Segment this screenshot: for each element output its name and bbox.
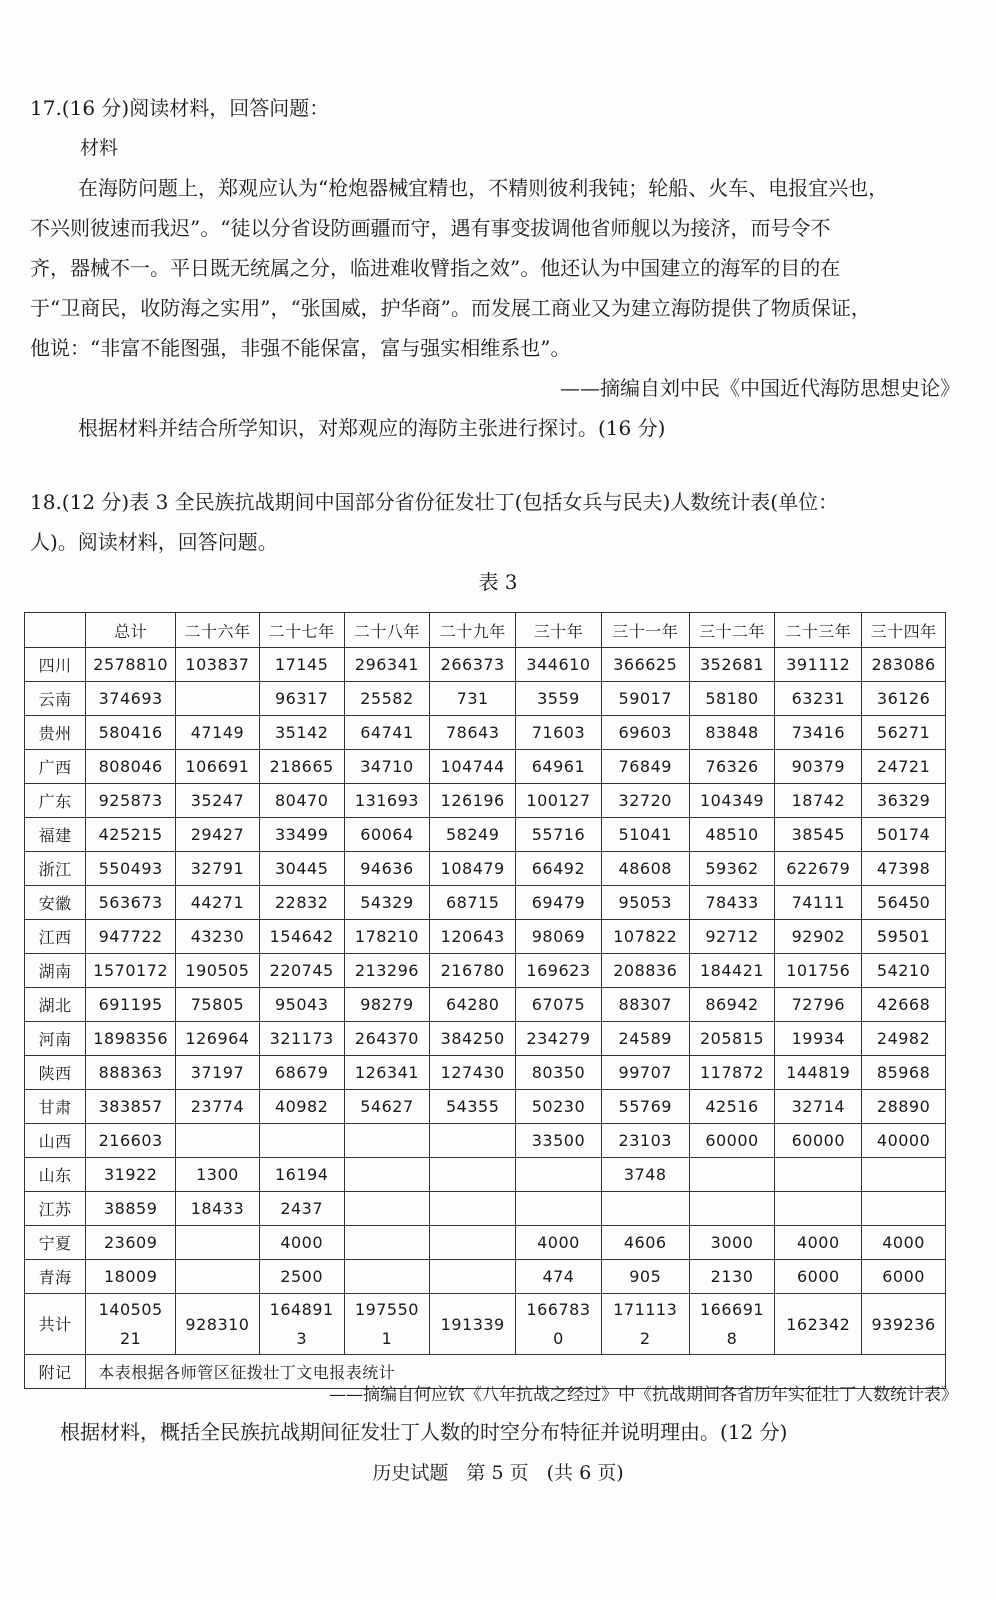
table-row (25, 1226, 946, 1260)
column-header: 二十三年 (775, 613, 862, 648)
table-cell (176, 1226, 260, 1260)
province-cell: 贵州 (25, 716, 86, 750)
table-cell: 40982 (259, 1090, 344, 1124)
table-cell: 550493 (86, 852, 176, 886)
province-cell: 陕西 (25, 1056, 86, 1090)
province-cell: 宁夏 (25, 1226, 86, 1260)
total-cell (259, 1294, 344, 1355)
table-cell: 68679 (259, 1056, 344, 1090)
table-row (25, 886, 946, 920)
total-cell-line: 166691 (699, 1300, 765, 1319)
table-cell (689, 1192, 775, 1226)
table-cell: 32791 (176, 852, 260, 886)
table-cell: 47398 (862, 852, 946, 886)
table-cell: 30445 (259, 852, 344, 886)
table-row (25, 1022, 946, 1056)
table-cell: 127430 (430, 1056, 516, 1090)
table-cell: 101756 (775, 954, 862, 988)
province-cell: 广东 (25, 784, 86, 818)
q18-task: 根据材料，概括全民族抗战期间征发壮丁人数的时空分布特征并说明理由。(12 分) (60, 1420, 788, 1444)
total-cell-line: 928310 (185, 1314, 250, 1334)
table-cell (775, 1158, 862, 1192)
table-cell (176, 1260, 260, 1294)
table-cell: 56271 (862, 716, 946, 750)
table-cell: 66492 (516, 852, 602, 886)
table-cell: 33500 (516, 1124, 602, 1158)
table-cell: 474 (516, 1260, 602, 1294)
table-cell: 691195 (86, 988, 176, 1022)
table-cell: 190505 (176, 954, 260, 988)
table-cell: 24589 (601, 1022, 689, 1056)
table-cell: 218665 (259, 750, 344, 784)
table-cell: 808046 (86, 750, 176, 784)
table-cell: 80350 (516, 1056, 602, 1090)
table-cell: 100127 (516, 784, 602, 818)
table-cell: 54210 (862, 954, 946, 988)
table-cell: 1570172 (86, 954, 176, 988)
table-cell: 107822 (601, 920, 689, 954)
total-cell-line: 939236 (871, 1314, 936, 1334)
table-cell (516, 1158, 602, 1192)
column-header (25, 613, 86, 648)
table-row (25, 648, 946, 682)
table-cell: 234279 (516, 1022, 602, 1056)
table-cell: 6000 (862, 1260, 946, 1294)
table-cell: 83848 (689, 716, 775, 750)
table-cell: 60000 (689, 1124, 775, 1158)
table-cell: 75805 (176, 988, 260, 1022)
total-cell (430, 1294, 516, 1355)
table-cell: 36126 (862, 682, 946, 716)
table-cell: 2437 (259, 1192, 344, 1226)
table-cell: 126196 (430, 784, 516, 818)
table-cell: 40000 (862, 1124, 946, 1158)
table-cell: 905 (601, 1260, 689, 1294)
table-cell: 3559 (516, 682, 602, 716)
table-row (25, 1192, 946, 1226)
table-cell: 29427 (176, 818, 260, 852)
table-cell: 73416 (775, 716, 862, 750)
table-cell: 106691 (176, 750, 260, 784)
table-cell: 16194 (259, 1158, 344, 1192)
conscription-table (24, 612, 946, 1389)
total-cell (344, 1294, 430, 1355)
total-cell-line: 164891 (269, 1300, 334, 1319)
table-cell: 1898356 (86, 1022, 176, 1056)
table-cell: 80470 (259, 784, 344, 818)
table-cell: 28890 (862, 1090, 946, 1124)
table-cell: 383857 (86, 1090, 176, 1124)
table-cell: 108479 (430, 852, 516, 886)
table-cell: 50230 (516, 1090, 602, 1124)
table-cell: 48608 (601, 852, 689, 886)
table-cell: 391112 (775, 648, 862, 682)
table-cell: 321173 (259, 1022, 344, 1056)
province-cell: 福建 (25, 818, 86, 852)
table-cell: 92712 (689, 920, 775, 954)
table-cell: 4606 (601, 1226, 689, 1260)
table-cell: 205815 (689, 1022, 775, 1056)
table-cell: 374693 (86, 682, 176, 716)
table-cell: 36329 (862, 784, 946, 818)
table-cell: 78643 (430, 716, 516, 750)
table-cell: 23609 (86, 1226, 176, 1260)
table-cell: 17145 (259, 648, 344, 682)
table-row (25, 750, 946, 784)
table-cell: 47149 (176, 716, 260, 750)
total-cell-line: 1 (381, 1329, 393, 1348)
table-cell: 95043 (259, 988, 344, 1022)
total-cell-line: 166783 (526, 1300, 591, 1319)
total-cell-line: 8 (726, 1329, 738, 1348)
table-cell: 283086 (862, 648, 946, 682)
table-cell: 3000 (689, 1226, 775, 1260)
table-cell: 76326 (689, 750, 775, 784)
table-cell (775, 1192, 862, 1226)
table-cell: 213296 (344, 954, 430, 988)
table-cell: 59501 (862, 920, 946, 954)
table-cell: 58249 (430, 818, 516, 852)
table-row (25, 716, 946, 750)
table-cell (430, 1260, 516, 1294)
total-cell-line: 21 (119, 1329, 142, 1348)
table-cell: 98069 (516, 920, 602, 954)
table-cell: 184421 (689, 954, 775, 988)
total-cell-line: 140505 (98, 1300, 163, 1319)
footer-total: (共 6 页) (546, 1462, 624, 1484)
table-cell (344, 1226, 430, 1260)
table-cell: 54329 (344, 886, 430, 920)
table-cell (344, 1124, 430, 1158)
table-cell: 731 (430, 682, 516, 716)
q17-line-4: 于“卫商民，收防海之实用”，“张国威，护华商”。而发展工商业又为建立海防提供了物质保证， (30, 296, 871, 320)
table-cell: 266373 (430, 648, 516, 682)
table-cell: 68715 (430, 886, 516, 920)
table-cell: 86942 (689, 988, 775, 1022)
q18-header-line-1: 18.(12 分)表 3 全民族抗战期间中国部分省份征发壮丁(包括女兵与民夫)人数统计表(单位： (30, 490, 839, 514)
table-cell: 59017 (601, 682, 689, 716)
province-cell: 甘肃 (25, 1090, 86, 1124)
table-cell: 64961 (516, 750, 602, 784)
table-cell: 64280 (430, 988, 516, 1022)
table-cell (176, 1124, 260, 1158)
table-row (25, 988, 946, 1022)
question-18-header (30, 482, 970, 562)
province-cell: 广西 (25, 750, 86, 784)
province-cell: 四川 (25, 648, 86, 682)
table-row (25, 1260, 946, 1294)
table-cell: 3748 (601, 1158, 689, 1192)
province-cell: 江苏 (25, 1192, 86, 1226)
total-cell (601, 1294, 689, 1355)
province-cell: 湖北 (25, 988, 86, 1022)
column-header: 三十一年 (601, 613, 689, 648)
total-cell-line: 171113 (613, 1300, 678, 1319)
table-cell: 60000 (775, 1124, 862, 1158)
table-cell: 99707 (601, 1056, 689, 1090)
table-cell: 18433 (176, 1192, 260, 1226)
q17-task: 根据材料并结合所学知识，对郑观应的海防主张进行探讨。(16 分) (78, 416, 666, 440)
total-cell-line: 197550 (354, 1300, 419, 1319)
q17-line-2: 不兴则彼速而我迟”。“徒以分省设防画疆而守，遇有事变拔调他省师舰以为接济，而号令不 (30, 216, 831, 240)
table-cell: 220745 (259, 954, 344, 988)
table-cell (344, 1192, 430, 1226)
column-header: 三十年 (516, 613, 602, 648)
table-cell: 69603 (601, 716, 689, 750)
table-cell: 51041 (601, 818, 689, 852)
table-cell: 208836 (601, 954, 689, 988)
table-cell: 76849 (601, 750, 689, 784)
table-cell: 59362 (689, 852, 775, 886)
table-cell: 22832 (259, 886, 344, 920)
table-cell: 50174 (862, 818, 946, 852)
table-cell: 32714 (775, 1090, 862, 1124)
table-cell: 425215 (86, 818, 176, 852)
table-cell (430, 1124, 516, 1158)
table-cell: 54355 (430, 1090, 516, 1124)
table-cell: 63231 (775, 682, 862, 716)
province-cell: 河南 (25, 1022, 86, 1056)
table-row (25, 954, 946, 988)
table-cell: 54627 (344, 1090, 430, 1124)
table-cell: 216603 (86, 1124, 176, 1158)
table-cell: 42668 (862, 988, 946, 1022)
table-cell (862, 1192, 946, 1226)
table-cell: 23103 (601, 1124, 689, 1158)
q17-line-1: 在海防问题上，郑观应认为“枪炮器械宜精也，不精则彼利我钝；轮船、火车、电报宜兴也， (78, 176, 889, 200)
table-caption: 表 3 (478, 570, 518, 594)
table-cell: 74111 (775, 886, 862, 920)
q17-header: 17.(16 分)阅读材料，回答问题： (30, 96, 330, 120)
table-cell (862, 1158, 946, 1192)
table-cell: 4000 (775, 1226, 862, 1260)
column-header: 二十八年 (344, 613, 430, 648)
table-cell: 104349 (689, 784, 775, 818)
table-cell: 104744 (430, 750, 516, 784)
table-cell: 126964 (176, 1022, 260, 1056)
table-cell: 216780 (430, 954, 516, 988)
table-cell: 90379 (775, 750, 862, 784)
table-cell: 48510 (689, 818, 775, 852)
province-cell: 山东 (25, 1158, 86, 1192)
q17-source: ——摘编自刘中民《中国近代海防思想史论》 (560, 376, 960, 400)
table-row (25, 1090, 946, 1124)
table-cell: 154642 (259, 920, 344, 954)
table-cell: 103837 (176, 648, 260, 682)
table-cell: 622679 (775, 852, 862, 886)
table-cell (259, 1124, 344, 1158)
table-cell: 144819 (775, 1056, 862, 1090)
table-cell: 96317 (259, 682, 344, 716)
table-cell: 35142 (259, 716, 344, 750)
table-row (25, 1158, 946, 1192)
table-cell: 18742 (775, 784, 862, 818)
table-cell: 264370 (344, 1022, 430, 1056)
table-cell (430, 1158, 516, 1192)
note-text: 本表根据各师管区征拨壮丁文电报表统计 (86, 1355, 946, 1389)
column-header: 总计 (86, 613, 176, 648)
table-cell: 117872 (689, 1056, 775, 1090)
table-cell: 131693 (344, 784, 430, 818)
table-cell: 19934 (775, 1022, 862, 1056)
total-cell (176, 1294, 260, 1355)
table-cell: 178210 (344, 920, 430, 954)
province-cell: 安徽 (25, 886, 86, 920)
total-cell-line: 162342 (786, 1314, 851, 1334)
table-cell: 95053 (601, 886, 689, 920)
table-cell: 2500 (259, 1260, 344, 1294)
total-cell (86, 1294, 176, 1355)
table-cell: 344610 (516, 648, 602, 682)
table-cell: 2578810 (86, 648, 176, 682)
table-cell: 58180 (689, 682, 775, 716)
column-header: 二十六年 (176, 613, 260, 648)
table-cell: 32720 (601, 784, 689, 818)
table-cell (601, 1192, 689, 1226)
table-cell: 43230 (176, 920, 260, 954)
table-cell: 563673 (86, 886, 176, 920)
total-row (25, 1294, 946, 1355)
table-cell: 169623 (516, 954, 602, 988)
table-cell: 31922 (86, 1158, 176, 1192)
table-cell: 78433 (689, 886, 775, 920)
table-row (25, 682, 946, 716)
table-cell: 37197 (176, 1056, 260, 1090)
province-cell: 浙江 (25, 852, 86, 886)
table-cell: 38859 (86, 1192, 176, 1226)
table-row (25, 920, 946, 954)
table-cell: 38545 (775, 818, 862, 852)
table-cell: 55769 (601, 1090, 689, 1124)
table-cell (344, 1158, 430, 1192)
table-cell (176, 682, 260, 716)
question-17 (30, 88, 970, 448)
table-cell: 1300 (176, 1158, 260, 1192)
q17-line-3: 齐，器械不一。平日既无统属之分，临进难收臂指之效”。他还认为中国建立的海军的目的在 (30, 256, 841, 280)
table-cell (430, 1226, 516, 1260)
table-cell: 2130 (689, 1260, 775, 1294)
total-cell-line: 3 (296, 1329, 308, 1348)
table-cell: 4000 (516, 1226, 602, 1260)
total-cell-line: 2 (639, 1329, 651, 1348)
total-cell-line: 191339 (440, 1314, 505, 1334)
table-header-row (25, 613, 946, 648)
footer-subject: 历史试题 (372, 1462, 449, 1484)
table-cell: 925873 (86, 784, 176, 818)
table-row (25, 1124, 946, 1158)
table-cell: 580416 (86, 716, 176, 750)
table-cell: 6000 (775, 1260, 862, 1294)
table-cell: 25582 (344, 682, 430, 716)
table-cell (344, 1260, 430, 1294)
table-cell: 24721 (862, 750, 946, 784)
table-cell (516, 1192, 602, 1226)
table-cell: 44271 (176, 886, 260, 920)
table-cell: 126341 (344, 1056, 430, 1090)
table-row (25, 784, 946, 818)
table-cell: 98279 (344, 988, 430, 1022)
table-cell: 35247 (176, 784, 260, 818)
table-cell: 4000 (259, 1226, 344, 1260)
table-cell: 94636 (344, 852, 430, 886)
table-cell: 64741 (344, 716, 430, 750)
table-source: ——摘编自何应钦《八年抗战之经过》中《抗战期间各省历年实征壮丁人数统计表》 (329, 1385, 958, 1405)
table-row (25, 1056, 946, 1090)
table-cell: 888363 (86, 1056, 176, 1090)
total-cell (689, 1294, 775, 1355)
column-header: 二十七年 (259, 613, 344, 648)
table-cell: 352681 (689, 648, 775, 682)
table-cell: 120643 (430, 920, 516, 954)
note-label: 附记 (25, 1355, 86, 1389)
table-cell: 384250 (430, 1022, 516, 1056)
table-cell: 366625 (601, 648, 689, 682)
page-footer (0, 1458, 996, 1485)
table-cell: 88307 (601, 988, 689, 1022)
table-cell: 92902 (775, 920, 862, 954)
province-cell: 云南 (25, 682, 86, 716)
table-cell: 85968 (862, 1056, 946, 1090)
table-cell: 60064 (344, 818, 430, 852)
column-header: 三十四年 (862, 613, 946, 648)
total-cell (775, 1294, 862, 1355)
table-cell: 23774 (176, 1090, 260, 1124)
column-header: 二十九年 (430, 613, 516, 648)
total-cell-line: 0 (553, 1329, 564, 1348)
table-cell: 42516 (689, 1090, 775, 1124)
table-cell: 34710 (344, 750, 430, 784)
total-cell (516, 1294, 602, 1355)
table-cell: 24982 (862, 1022, 946, 1056)
total-cell (862, 1294, 946, 1355)
table-cell (689, 1158, 775, 1192)
column-header: 三十二年 (689, 613, 775, 648)
table-row (25, 818, 946, 852)
table-cell: 33499 (259, 818, 344, 852)
table-cell: 69479 (516, 886, 602, 920)
footer-page: 第 5 页 (466, 1462, 529, 1484)
q17-material-label: 材料 (80, 137, 119, 159)
table-cell: 947722 (86, 920, 176, 954)
q18-header-line-2: 人)。阅读材料，回答问题。 (30, 530, 278, 554)
table-cell: 72796 (775, 988, 862, 1022)
table-row (25, 852, 946, 886)
table-cell (430, 1192, 516, 1226)
table-cell: 56450 (862, 886, 946, 920)
table-cell: 18009 (86, 1260, 176, 1294)
total-label: 共计 (25, 1294, 86, 1355)
province-cell: 江西 (25, 920, 86, 954)
table-cell: 296341 (344, 648, 430, 682)
table-cell: 71603 (516, 716, 602, 750)
table-cell: 67075 (516, 988, 602, 1022)
province-cell: 山西 (25, 1124, 86, 1158)
q17-line-5: 他说：“非富不能图强，非强不能保富，富与强实相维系也”。 (30, 336, 571, 360)
table-cell: 55716 (516, 818, 602, 852)
table-cell: 4000 (862, 1226, 946, 1260)
province-cell: 湖南 (25, 954, 86, 988)
province-cell: 青海 (25, 1260, 86, 1294)
